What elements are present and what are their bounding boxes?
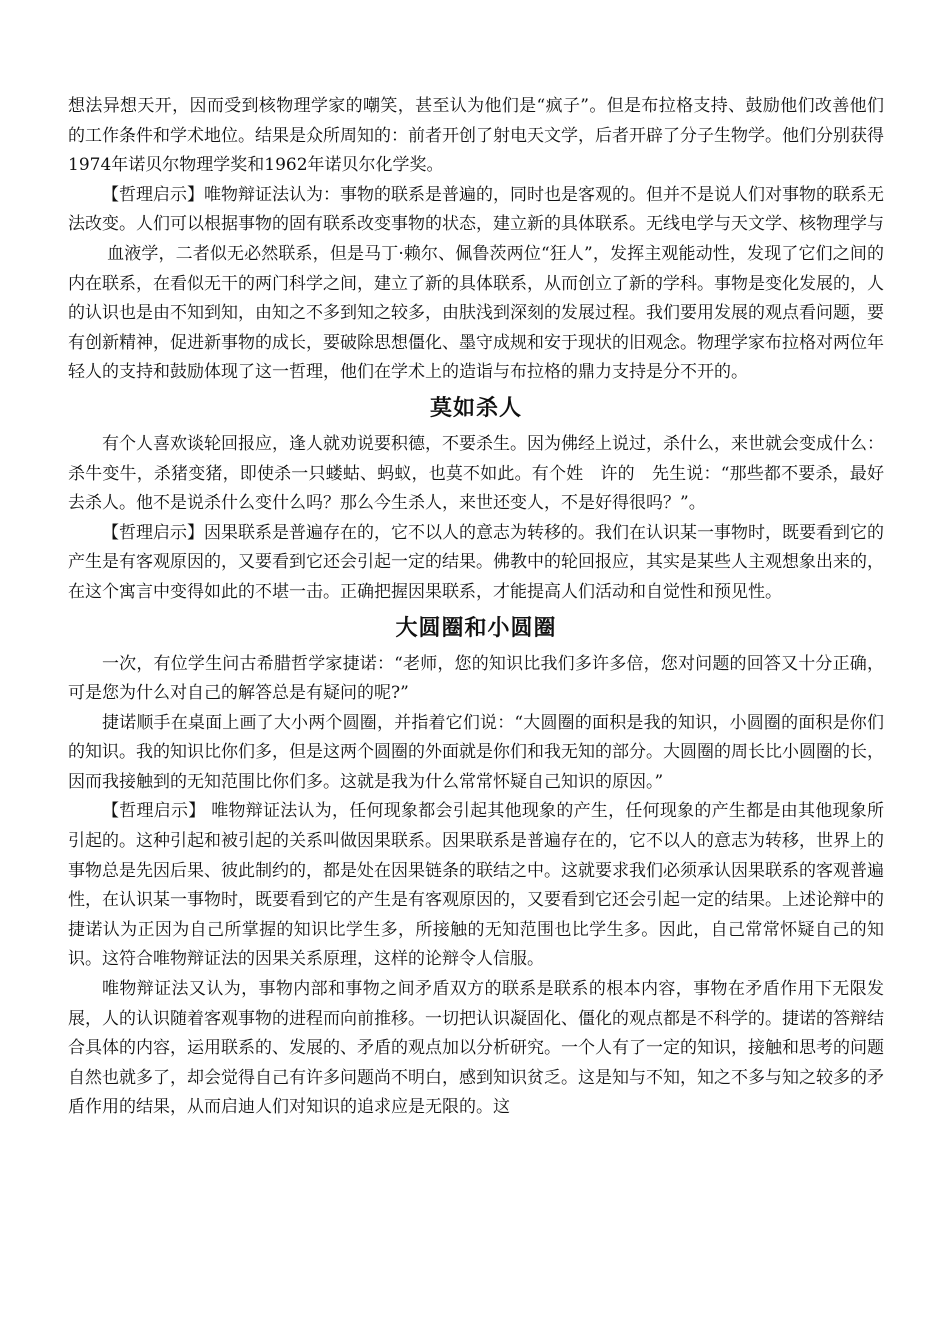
paragraph-insight: 【哲理启示】 唯物辩证法认为，任何现象都会引起其他现象的产生，任何现象的产生都是由其他现象所引起的。这种引起和被引起的关系叫做因果联系。因果联系是普遍存在的，它不以人的意志为转移，世界上的事物总是先因后果、彼此制约的，都是处在因果链条的联结之中。这就要求我们必须承认因果联系的客观普遍性，在认识某一事物时，既要看到它的产生是有客观原因的，又要看到它还会引起一定的结果。上述论辩中的捷诺认为正因为自己所掌握的知识比学生多，所接触的无知范围也比学生多。因此，自己常常怀疑自己的知识。这符合唯物辩证法的因果关系原理，这样的论辩令人信服。: [68, 801, 884, 970]
paragraph-story: 捷诺顺手在桌面上画了大小两个圆圈，并指着它们说：“大圆圈的面积是我的知识，小圆圈的面积是你们的知识。我的知识比你们多，但是这两个圆圈的外面就是你们和我无知的部分。大圆圈的周长比小圆圈的长，因而我接触到的无知范围比你们多。这就是我为什么常常怀疑自己知识的原因。”: [68, 712, 884, 792]
paragraph-continued-insight: 血液学，二者似无必然联系，但是马丁·赖尔、佩鲁茨两位“狂人”，发挥主观能动性，发现了它们之间的内在联系，在看似无干的两门科学之间，建立了新的具体联系，从而创立了新的学科。事物是变化发展的，人的认识也是由不知到知，由知之不多到知之较多，由肤浅到深刻的发展过程。我们要用发展的观点看问题，要有创新精神，促进新事物的成长，要破除思想僵化、墨守成规和安于现状的旧观念。物理学家布拉格对两位年轻人的支持和鼓励体现了这一哲理，他们在学术上的造诣与布拉格的鼎力支持是分不开的。: [68, 243, 884, 383]
paragraph-analysis: 唯物辩证法又认为，事物内部和事物之间矛盾双方的联系是联系的根本内容，事物在矛盾作用下无限发展，人的认识随着客观事物的进程而向前推移。一切把认识凝固化、僵化的观点都是不科学的。捷诺的答辩结合具体的内容，运用联系的、发展的、矛盾的观点加以分析研究。一个人有了一定的知识，接触和思考的问题自然也就多了，却会觉得自己有许多问题尚不明白，感到知识贫乏。这是知与不知，知之不多与知之较多的矛盾作用的结果，从而启迪人们对知识的追求应是无限的。这: [68, 979, 884, 1118]
paragraph-continued: 想法异想天开，因而受到核物理学家的嘲笑，甚至认为他们是“疯子”。但是布拉格支持、鼓励他们改善他们的工作条件和学术地位。结果是众所周知的：前者开创了射电天文学，后者开辟了分子生物学。他们分别获得1974年诺贝尔物理学奖和1962年诺贝尔化学奖。: [68, 96, 884, 176]
paragraph-story: 有个人喜欢谈轮回报应，逢人就劝说要积德，不要杀生。因为佛经上说过，杀什么，来世就会变成什么：杀牛变牛，杀猪变猪，即使杀一只蝼蛄、蚂蚁，也莫不如此。有个姓 许的 先生说：“那些都不要杀，最好去杀人。他不是说杀什么变什么吗？那么今生杀人，来世还变人，不是好得很吗？”。: [68, 433, 884, 514]
section-title: 莫如杀人: [429, 395, 522, 421]
section-title: 大圆圈和小圆圈: [395, 615, 557, 641]
paragraph-insight: 【哲理启示】唯物辩证法认为：事物的联系是普遍的，同时也是客观的。但并不是说人们对事物的联系无法改变。人们可以根据事物的固有联系改变事物的状态，建立新的具体联系。无线电学与天文学、核物理学与: [68, 184, 884, 235]
paragraph-insight: 【哲理启示】因果联系是普遍存在的，它不以人的意志为转移的。我们在认识某一事物时，既要看到它的产生是有客观原因的，又要看到它还会引起一定的结果。佛教中的轮回报应，其实是某些人主观想象出来的，在这个寓言中变得如此的不堪一击。正确把握因果联系，才能提高人们活动和自觉性和预见性。: [68, 522, 884, 602]
paragraph-story: 一次，有位学生问古希腊哲学家捷诺：“老师，您的知识比我们多许多倍，您对问题的回答又十分正确，可是您为什么对自己的解答总是有疑问的呢?”: [68, 653, 884, 704]
